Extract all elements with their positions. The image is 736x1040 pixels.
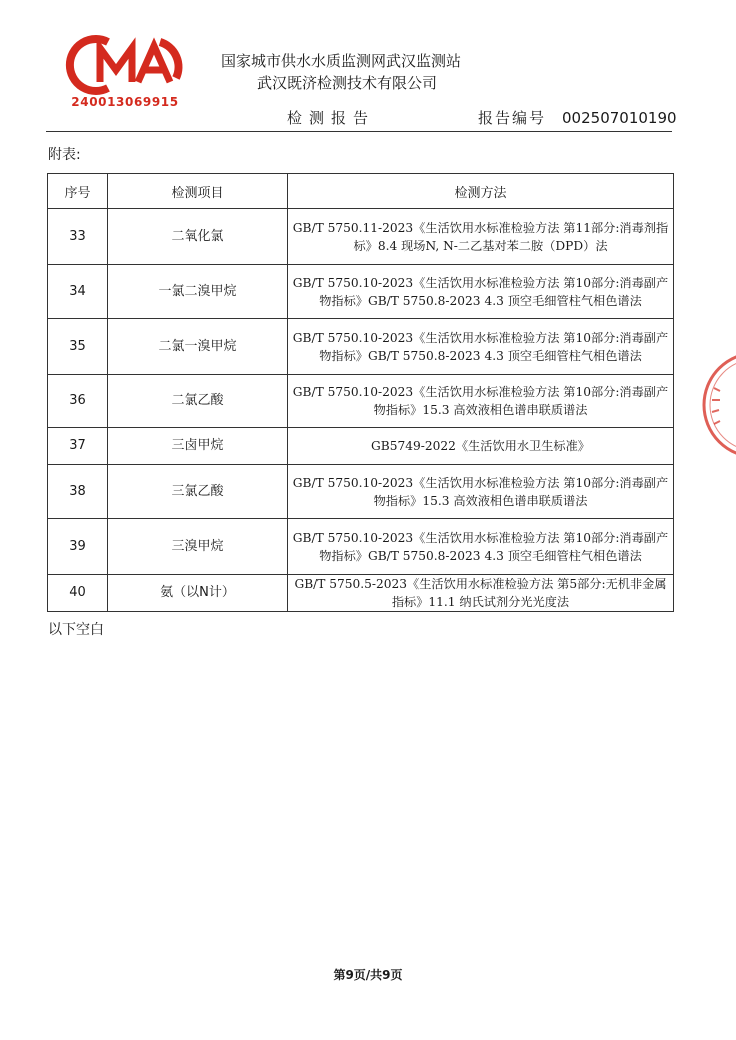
test-method: GB/T 5750.5-2023《生活饮用水标准检验方法 第5部分:无机非金属指标》11.1 纳氏试剂分光光度法 [288,575,674,612]
test-item: 三溴甲烷 [108,519,288,575]
blank-below-note: 以下空白 [48,622,104,638]
test-item: 二氯乙酸 [108,375,288,428]
table-row [48,209,674,265]
test-method: GB/T 5750.10-2023《生活饮用水标准检验方法 第10部分:消毒副产物指标》15.3 高效液相色谱串联质谱法 [288,465,674,519]
table-header-row [48,174,674,209]
test-item: 三氯乙酸 [108,465,288,519]
table-row [48,428,674,465]
test-method: GB/T 5750.10-2023《生活饮用水标准检验方法 第10部分:消毒副产物指标》15.3 高效液相色谱串联质谱法 [288,375,674,428]
table-row [48,265,674,319]
organization-name-line1: 国家城市供水水质监测网武汉监测站 [221,52,462,70]
table-row [48,319,674,375]
table-row [48,465,674,519]
report-number-value: 002507010190 [562,109,677,127]
test-item: 氨（以N计） [108,575,288,612]
table-row [48,375,674,428]
header-method: 检测方法 [288,174,674,209]
test-item: 二氯一溴甲烷 [108,319,288,375]
row-number: 36 [48,375,108,428]
row-number: 40 [48,575,108,612]
test-method: GB/T 5750.10-2023《生活饮用水标准检验方法 第10部分:消毒副产物指标》GB/T 5750.8-2023 4.3 顶空毛细管柱气相色谱法 [288,319,674,375]
document-type: 检测报告 [287,109,376,127]
test-method: GB5749-2022《生活饮用水卫生标准》 [288,428,674,465]
header-item: 检测项目 [108,174,288,209]
test-item: 三卤甲烷 [108,428,288,465]
row-number: 39 [48,519,108,575]
report-number-label: 报告编号 [478,109,547,127]
header-seq: 序号 [48,174,108,209]
annex-label: 附表: [48,147,81,163]
test-method: GB/T 5750.11-2023《生活饮用水标准检验方法 第11部分:消毒剂指标》8.4 现场N, N-二乙基对苯二胺（DPD）法 [288,209,674,265]
test-method: GB/T 5750.10-2023《生活饮用水标准检验方法 第10部分:消毒副产物指标》GB/T 5750.8-2023 4.3 顶空毛细管柱气相色谱法 [288,519,674,575]
methods-table [47,173,674,612]
test-item: 二氧化氯 [108,209,288,265]
test-method: GB/T 5750.10-2023《生活饮用水标准检验方法 第10部分:消毒副产物指标》GB/T 5750.8-2023 4.3 顶空毛细管柱气相色谱法 [288,265,674,319]
row-number: 37 [48,428,108,465]
organization-name-line2: 武汉既济检测技术有限公司 [257,74,438,92]
table-row [48,519,674,575]
row-number: 33 [48,209,108,265]
red-seal-stamp [700,350,736,460]
row-number: 34 [48,265,108,319]
report-number [478,107,677,128]
row-number: 38 [48,465,108,519]
header-divider [46,131,672,132]
row-number: 35 [48,319,108,375]
test-item: 一氯二溴甲烷 [108,265,288,319]
page-number: 第9页/共9页 [333,968,403,982]
table-row [48,575,674,612]
cma-cert-number: 240013069915 [71,95,179,109]
